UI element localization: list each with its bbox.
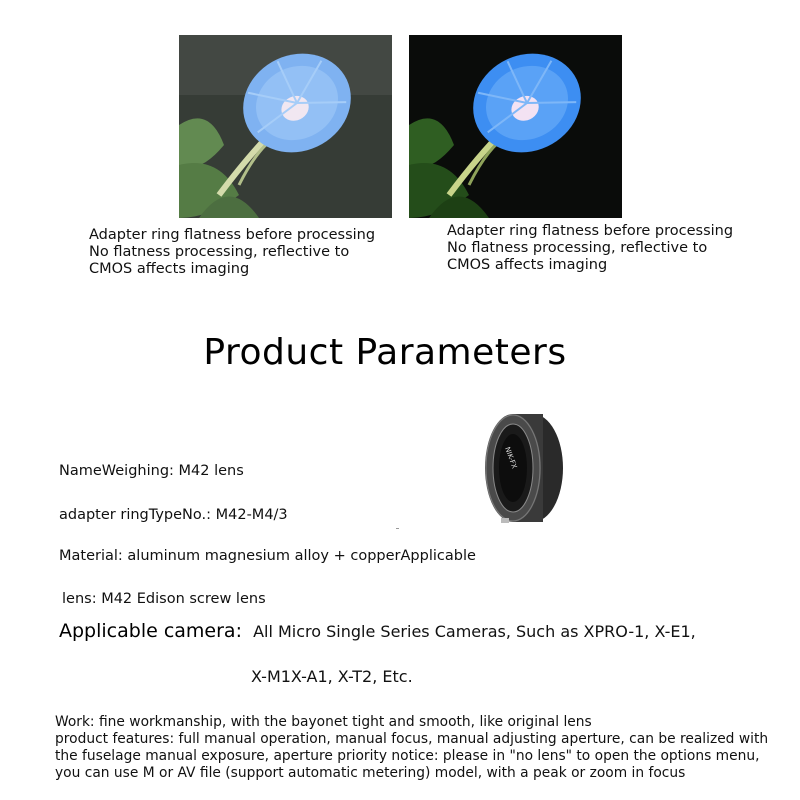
caption-before: Adapter ring flatness before processing No flatness processing, reflective to CMOS affects imaging xyxy=(89,227,376,277)
page-title: Product Parameters xyxy=(203,332,567,373)
flower-photo-before xyxy=(179,35,392,218)
footer-line: the fuselage manual exposure, aperture priority notice: please in "no lens" to open the options menu, xyxy=(55,748,760,764)
stray-mark xyxy=(396,528,399,529)
footer-line: product features: full manual operation, manual focus, manual adjusting aperture, can be realized with xyxy=(55,731,769,747)
camera-row xyxy=(59,620,696,642)
product-description xyxy=(55,714,795,782)
param-type: adapter ringTypeNo.: M42-M4/3 xyxy=(59,507,288,523)
camera-label: Applicable camera: xyxy=(59,620,242,642)
ring-label: NIK-FX xyxy=(503,445,519,470)
caption-after: Adapter ring flatness before processing No flatness processing, reflective to CMOS affects imaging xyxy=(447,223,734,273)
param-material: Material: aluminum magnesium alloy + copperApplicable xyxy=(59,548,476,564)
footer-line: you can use M or AV file (support automatic metering) model, with a peak or zoom in focus xyxy=(55,765,686,781)
flower-photo-after xyxy=(409,35,622,218)
param-lens: lens: M42 Edison screw lens xyxy=(62,591,266,607)
param-name: NameWeighing: M42 lens xyxy=(59,463,244,479)
footer-line: Work: fine workmanship, with the bayonet tight and smooth, like original lens xyxy=(55,714,592,730)
camera-value-continued: X-M1X-A1, X-T2, Etc. xyxy=(251,667,413,686)
adapter-ring-image xyxy=(483,408,567,530)
camera-value: All Micro Single Series Cameras, Such as XPRO-1, X-E1, xyxy=(253,622,696,641)
